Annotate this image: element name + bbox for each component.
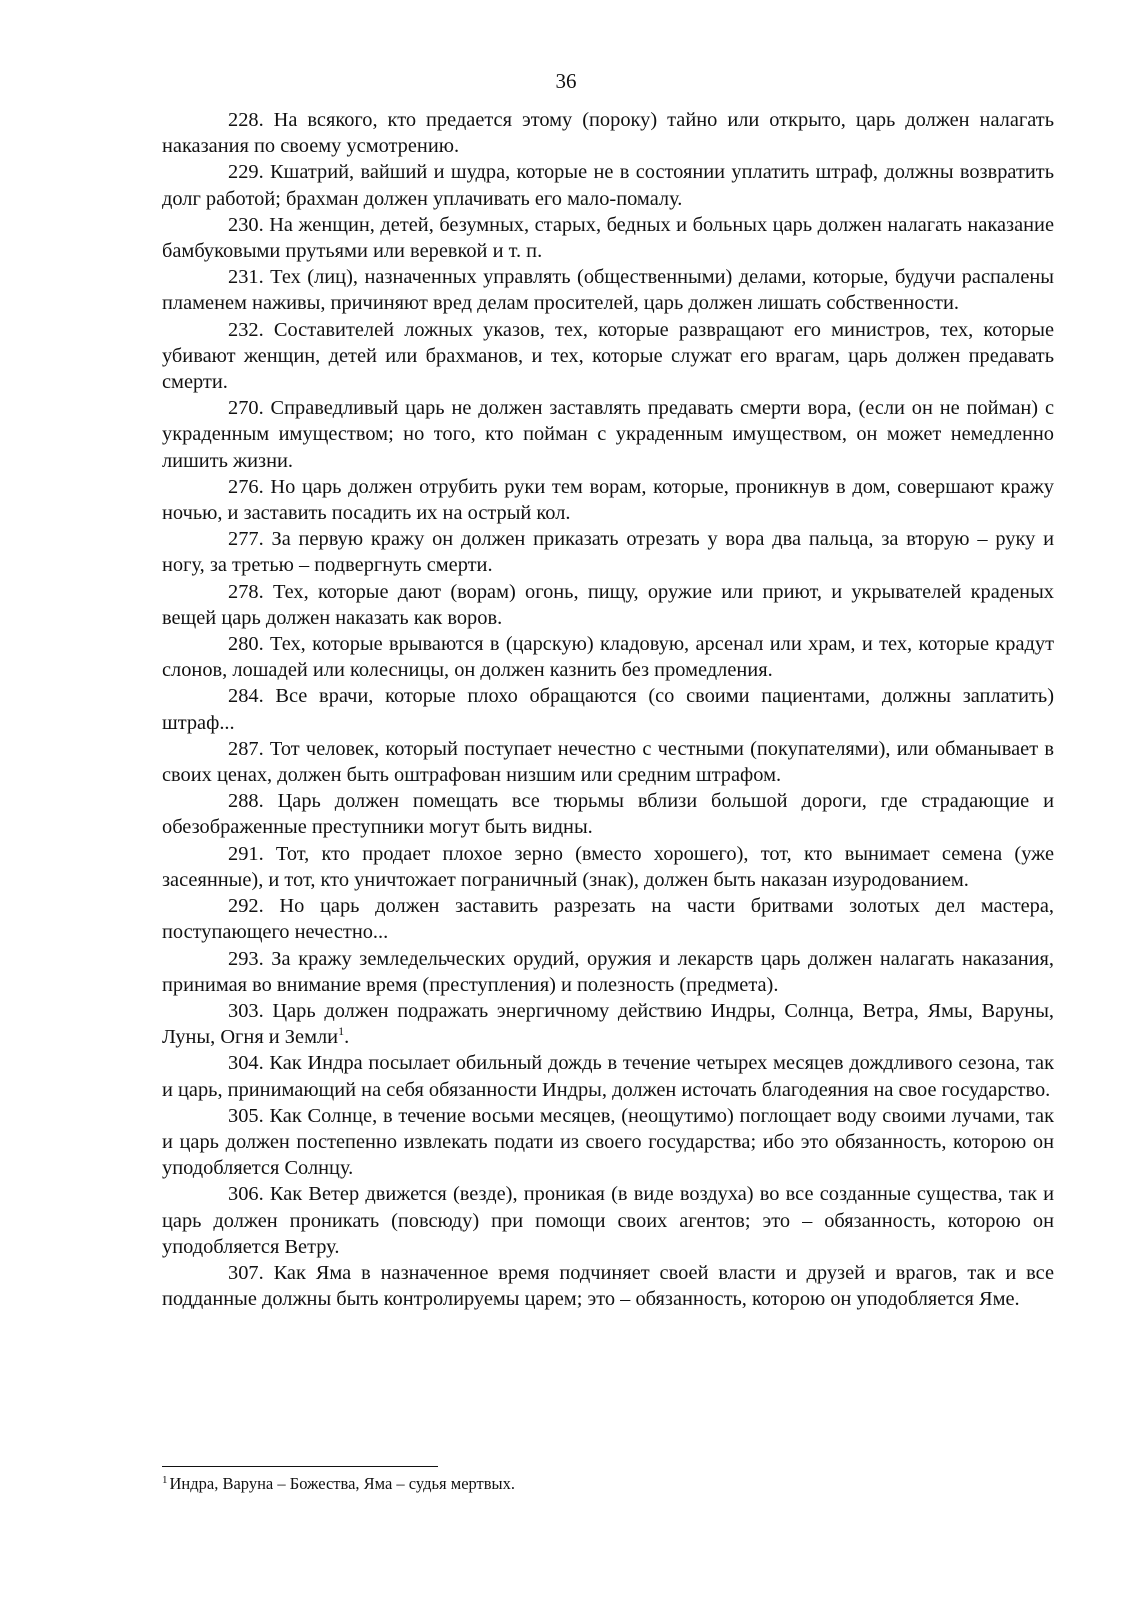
paragraph: 280. Тех, которые врываются в (царскую) кладовую, арсенал или храм, и тех, которые крадут слонов, лошадей или колесницы, он должен казнить без промедления. [162,633,1054,682]
body-text [162,107,1054,1312]
paragraph: 306. Как Ветер движется (везде), проникая (в виде воздуха) во все созданные существа, так и царь должен проникать (повсюду) при помощи своих агентов; это – обязанность, которою он уподобляется Ветру. [162,1183,1054,1258]
paragraph: 232. Составителей ложных указов, тех, которые развращают его министров, тех, которые убивают женщин, детей или брахманов, и тех, которые служат его врагам, царь должен предавать смерти. [162,318,1054,394]
page-number: 36 [555,69,577,93]
paragraph: 270. Справедливый царь не должен заставлять предавать смерти вора, (если он не пойман) с украденным имуществом; но того, кто пойман с украденным имуществом, он может немедленно лишить жизни. [162,397,1054,472]
paragraph: 278. Тех, которые дают (ворам) огонь, пищу, оружие или приют, и укрывателей краденых вещей царь должен наказать как воров. [162,580,1054,629]
paragraph: 229. Кшатрий, вайший и шудра, которые не в состоянии уплатить штраф, должны возвратить долг работой; брахман должен уплачивать его мало-помалу. [162,161,1054,210]
footnote-mark: 1 [162,1473,168,1486]
paragraph: 288. Царь должен помещать все тюрьмы вблизи большой дороги, где страдающие и обезображенные преступники могут быть видны. [162,790,1054,839]
paragraph-303-text: 303. Царь должен подражать энергичному действию Индры, Солнца, Ветра, Ямы, Варуны, Луны, Огня и Земли [162,999,1054,1049]
paragraph: 291. Тот, кто продает плохое зерно (вместо хорошего), тот, кто вынимает семена (уже засеянные), и тот, кто уничтожает пограничный (знак), должен быть наказан изуродованием. [162,842,1054,891]
paragraph: 284. Все врачи, которые плохо обращаются (со своими пациентами, должны заплатить) штраф... [162,685,1054,734]
paragraph: 287. Тот человек, который поступает нечестно с честными (покупателями), или обманывает в своих ценах, должен быть оштрафован низшим или средним штрафом. [162,737,1054,787]
paragraph: 228. На всякого, кто предается этому (пороку) тайно или открыто, царь должен налагать наказания по своему усмотрению. [162,109,1054,158]
footnote [162,1473,1054,1495]
footnote-text: Индра, Варуна – Божества, Яма – судья мертвых. [169,1474,516,1493]
paragraph-303-tail: . [344,1026,350,1049]
paragraph: 276. Но царь должен отрубить руки тем ворам, которые, проникнув в дом, совершают кражу ночью, и заставить посадить их на острый кол. [162,475,1054,525]
paragraph: 292. Но царь должен заставить разрезать на части бритвами золотых дел мастера, поступающего нечестно... [162,895,1054,944]
paragraph: 307. Как Яма в назначенное время подчиняет своей власти и друзей и врагов, так и все подданные должны быть контролируемы царем; это – обязанность, которою он уподобляется Яме. [162,1261,1054,1311]
paragraph: 305. Как Солнце, в течение восьми месяцев, (неощутимо) поглощает воду своими лучами, так и царь должен постепенно извлекать подати из своего государства; ибо это обязанность, которою он уподобляется Солнцу. [162,1104,1054,1180]
paragraph-303 [162,998,1054,1050]
paragraph: 304. Как Индра посылает обильный дождь в течение четырех месяцев дождливого сезона, так и царь, принимающий на себя обязанности Индры, должен источать благодеяния на свое государство. [162,1052,1054,1101]
footnote-reference[interactable]: 1 [338,1024,345,1039]
footnote-divider [162,1466,438,1467]
paragraph: 293. За кражу земледельческих орудий, оружия и лекарств царь должен налагать наказания, принимая во внимание время (преступления) и полезность (предмета). [162,947,1054,996]
paragraph: 277. За первую кражу он должен приказать отрезать у вора два пальца, за вторую – руку и ногу, за третью – подвергнуть смерти. [162,528,1054,577]
paragraph: 231. Тех (лиц), назначенных управлять (общественными) делами, которые, будучи распалены пламенем наживы, причиняют вред делам просителей, царь должен лишать собственности. [162,266,1054,315]
paragraph: 230. На женщин, детей, безумных, старых, бедных и больных царь должен налагать наказание бамбуковыми прутьями или веревкой и т. п. [162,213,1054,263]
